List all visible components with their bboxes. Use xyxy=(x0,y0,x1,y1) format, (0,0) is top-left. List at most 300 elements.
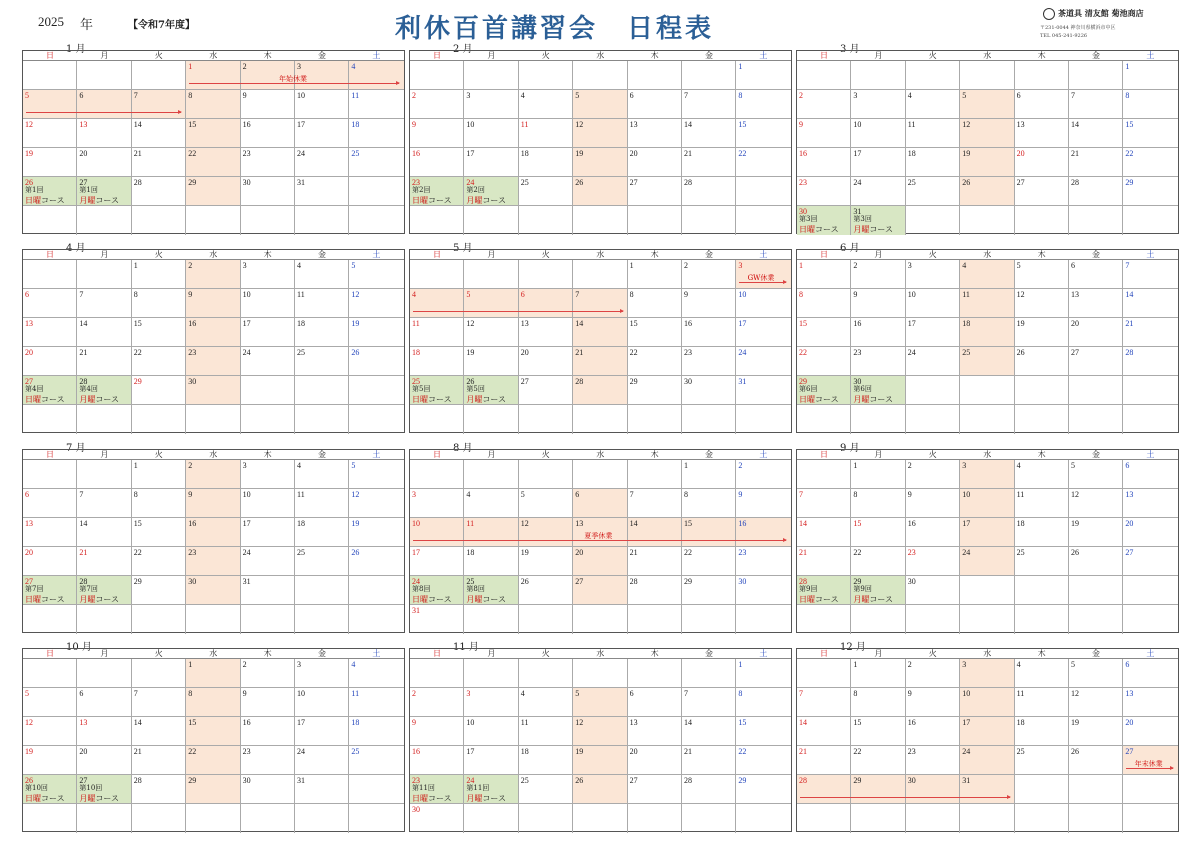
day-cell xyxy=(1015,688,1069,717)
day-cell xyxy=(628,119,682,148)
day-number: 22 xyxy=(133,348,142,357)
weekday-label: 水 xyxy=(596,51,605,60)
day-number: 20 xyxy=(1071,319,1079,328)
day-cell xyxy=(797,289,851,318)
day-cell xyxy=(797,177,851,206)
day-cell xyxy=(349,119,403,148)
day-number: 24 xyxy=(242,348,251,357)
day-cell xyxy=(851,576,905,605)
day-number: 27 xyxy=(79,178,88,187)
day-cell xyxy=(573,177,627,206)
day-cell xyxy=(1015,376,1069,405)
day-number: 11 xyxy=(412,319,420,328)
weekday-label: 水 xyxy=(209,649,218,658)
day-number: 21 xyxy=(684,149,692,158)
day-cell xyxy=(797,376,851,405)
day-cell xyxy=(1069,688,1123,717)
day-cell xyxy=(1015,318,1069,347)
course-name-first: 月曜 xyxy=(466,794,483,803)
month-label: 6 月 xyxy=(840,243,860,254)
day-cell xyxy=(573,61,627,90)
weekday-header xyxy=(23,649,404,659)
weekday-label: 月 xyxy=(487,450,496,459)
day-cell xyxy=(573,804,627,833)
day-cell xyxy=(1015,804,1069,833)
day-cell xyxy=(906,605,960,634)
day-number: 7 xyxy=(1125,261,1130,270)
day-cell xyxy=(519,605,573,634)
day-cell xyxy=(464,318,518,347)
day-cell xyxy=(1069,547,1123,576)
day-cell xyxy=(906,688,960,717)
day-cell xyxy=(960,659,1014,688)
course-name-first: 月曜 xyxy=(853,395,870,404)
day-cell xyxy=(132,148,186,177)
day-number: 5 xyxy=(466,290,471,299)
day-cell xyxy=(906,518,960,547)
weekday-label: 日 xyxy=(46,51,54,60)
day-cell xyxy=(797,460,851,489)
day-number: 9 xyxy=(242,91,247,100)
day-number: 10 xyxy=(242,290,251,299)
day-cell xyxy=(519,61,573,90)
day-cell xyxy=(295,206,349,235)
day-cell xyxy=(410,460,464,489)
day-cell xyxy=(132,405,186,434)
month-grid xyxy=(796,449,1179,633)
weekday-label: 木 xyxy=(650,450,659,459)
day-number: 27 xyxy=(25,377,33,386)
day-number: 23 xyxy=(242,149,251,158)
day-cell xyxy=(349,148,403,177)
day-number: 2 xyxy=(799,91,803,100)
day-cell xyxy=(851,717,905,746)
day-number: 22 xyxy=(853,747,862,756)
weekday-label: 水 xyxy=(209,51,218,60)
day-cell xyxy=(1069,717,1123,746)
day-number: 14 xyxy=(79,319,88,328)
day-cell xyxy=(1015,90,1069,119)
weekday-label: 火 xyxy=(541,250,550,259)
day-cell xyxy=(682,804,736,833)
day-cell xyxy=(573,148,627,177)
day-cell xyxy=(241,206,295,235)
day-cell xyxy=(906,576,960,605)
course-name xyxy=(853,225,893,234)
day-number: 12 xyxy=(351,290,360,299)
day-cell xyxy=(241,376,295,405)
day-cell xyxy=(1015,206,1069,235)
day-cell xyxy=(241,148,295,177)
day-number: 10 xyxy=(297,689,305,698)
day-cell xyxy=(132,61,186,90)
day-number: 16 xyxy=(412,149,420,158)
day-cell xyxy=(851,318,905,347)
day-number: 4 xyxy=(466,490,471,499)
month-label: 8 月 xyxy=(453,443,473,454)
day-number: 25 xyxy=(1016,548,1025,557)
weekday-label: 日 xyxy=(820,51,828,60)
day-number: 12 xyxy=(1071,689,1079,698)
day-number: 29 xyxy=(799,377,807,386)
day-cell xyxy=(906,746,960,775)
day-cell xyxy=(960,289,1014,318)
day-cell xyxy=(1123,489,1177,518)
day-cell xyxy=(464,489,518,518)
day-number: 5 xyxy=(351,261,356,270)
day-number: 27 xyxy=(1125,548,1134,557)
day-number: 23 xyxy=(799,178,807,187)
weekday-label: 金 xyxy=(1092,450,1100,459)
day-cell xyxy=(132,376,186,405)
day-cell xyxy=(1069,405,1123,434)
day-cell xyxy=(349,376,403,405)
day-cell xyxy=(960,576,1014,605)
course-name xyxy=(466,196,506,205)
day-number: 20 xyxy=(629,747,638,756)
day-cell xyxy=(1015,260,1069,289)
weekday-label: 火 xyxy=(154,51,163,60)
day-number: 20 xyxy=(25,548,33,557)
day-number: 21 xyxy=(79,348,88,357)
day-cell xyxy=(797,119,851,148)
day-number: 28 xyxy=(575,377,584,386)
weekday-label: 土 xyxy=(759,51,768,60)
day-number: 22 xyxy=(738,149,747,158)
day-number: 11 xyxy=(520,120,529,129)
day-cell xyxy=(682,90,736,119)
day-number: 24 xyxy=(466,776,475,785)
day-cell xyxy=(573,659,627,688)
day-number: 30 xyxy=(738,577,747,586)
day-cell xyxy=(241,804,295,833)
day-cell xyxy=(132,460,186,489)
day-cell xyxy=(241,260,295,289)
day-cell xyxy=(906,547,960,576)
day-cell xyxy=(132,90,186,119)
day-cell xyxy=(23,119,77,148)
weekday-label: 月 xyxy=(874,450,883,459)
day-cell xyxy=(1069,576,1123,605)
day-cell xyxy=(295,605,349,634)
day-cell xyxy=(797,605,851,634)
day-cell xyxy=(410,318,464,347)
day-number: 19 xyxy=(1071,718,1079,727)
weekday-label: 日 xyxy=(820,649,828,658)
day-cell xyxy=(1123,775,1177,804)
course-name-first: 日曜 xyxy=(412,794,428,803)
day-cell xyxy=(736,318,790,347)
day-cell xyxy=(906,177,960,206)
day-number: 11 xyxy=(907,120,916,129)
day-cell xyxy=(573,775,627,804)
day-number: 3 xyxy=(242,261,247,270)
day-cell xyxy=(77,775,131,804)
day-number: 23 xyxy=(188,548,197,557)
day-cell xyxy=(851,405,905,434)
course-name-first: 月曜 xyxy=(466,595,483,604)
day-number: 18 xyxy=(297,519,305,528)
day-cell xyxy=(186,119,240,148)
day-cell xyxy=(349,289,403,318)
day-cell xyxy=(628,804,682,833)
day-cell xyxy=(23,576,77,605)
month-grid xyxy=(409,50,792,234)
day-cell xyxy=(295,347,349,376)
day-number: 9 xyxy=(412,120,416,129)
day-cell xyxy=(1069,206,1123,235)
day-number: 2 xyxy=(684,261,688,270)
course-session: 第5回 xyxy=(466,385,485,393)
day-cell xyxy=(77,547,131,576)
day-cell xyxy=(77,376,131,405)
course-name xyxy=(799,595,839,604)
day-number: 3 xyxy=(242,461,247,470)
day-cell xyxy=(519,119,573,148)
weekday-header xyxy=(23,450,404,460)
course-name-first: 日曜 xyxy=(412,196,428,205)
weekday-header xyxy=(410,51,791,61)
day-cell xyxy=(906,659,960,688)
day-number: 15 xyxy=(629,319,638,328)
day-cell xyxy=(77,260,131,289)
day-number: 5 xyxy=(1071,461,1075,470)
day-cell xyxy=(132,547,186,576)
day-cell xyxy=(132,717,186,746)
day-number: 25 xyxy=(1016,747,1025,756)
day-cell xyxy=(410,605,464,634)
day-cell xyxy=(851,206,905,235)
weekday-label: 金 xyxy=(318,250,326,259)
day-cell xyxy=(464,376,518,405)
course-name xyxy=(412,794,452,803)
day-cell xyxy=(349,746,403,775)
month-grid xyxy=(409,249,792,433)
day-cell xyxy=(77,576,131,605)
day-number: 6 xyxy=(629,91,634,100)
day-cell xyxy=(797,804,851,833)
day-cell xyxy=(186,489,240,518)
day-cell xyxy=(797,746,851,775)
month-grid xyxy=(796,50,1179,234)
day-number: 13 xyxy=(1125,689,1134,698)
weekday-header xyxy=(797,250,1178,260)
course-name-first: 日曜 xyxy=(25,395,41,404)
day-number: 21 xyxy=(799,548,807,557)
course-name xyxy=(853,595,893,604)
course-name xyxy=(412,395,452,404)
day-cell xyxy=(960,804,1014,833)
day-cell xyxy=(410,688,464,717)
day-number: 1 xyxy=(1125,62,1130,71)
day-number: 8 xyxy=(1125,91,1130,100)
day-cell xyxy=(186,347,240,376)
day-cell xyxy=(851,90,905,119)
day-cell xyxy=(77,289,131,318)
day-cell xyxy=(851,61,905,90)
course-name xyxy=(79,196,119,205)
weekday-label: 土 xyxy=(759,649,768,658)
day-cell xyxy=(1069,61,1123,90)
day-cell xyxy=(628,347,682,376)
day-cell xyxy=(736,659,790,688)
day-number: 8 xyxy=(799,290,803,299)
day-number: 23 xyxy=(412,776,420,785)
day-cell xyxy=(519,90,573,119)
day-number: 18 xyxy=(1016,718,1025,727)
day-cell xyxy=(906,405,960,434)
weekday-label: 水 xyxy=(596,250,605,259)
day-number: 16 xyxy=(853,319,862,328)
day-cell xyxy=(797,260,851,289)
day-cell xyxy=(960,605,1014,634)
day-number: 6 xyxy=(79,689,84,698)
month-grid xyxy=(22,50,405,234)
day-number: 13 xyxy=(629,718,638,727)
day-number: 18 xyxy=(907,149,916,158)
day-cell xyxy=(23,717,77,746)
weekday-label: 水 xyxy=(983,250,992,259)
course-name-rest: コース xyxy=(41,395,65,404)
weekday-label: 土 xyxy=(372,450,381,459)
day-number: 21 xyxy=(133,747,142,756)
course-name-rest: コース xyxy=(41,794,65,803)
course-name xyxy=(25,395,65,404)
day-number: 30 xyxy=(799,207,807,216)
day-cell xyxy=(573,605,627,634)
day-number: 15 xyxy=(799,319,807,328)
day-cell xyxy=(1123,518,1177,547)
day-cell xyxy=(851,518,905,547)
day-cell xyxy=(1069,659,1123,688)
weekday-label: 金 xyxy=(318,649,326,658)
day-cell xyxy=(736,119,790,148)
course-name-rest: コース xyxy=(482,196,506,205)
day-number: 13 xyxy=(25,519,33,528)
course-name xyxy=(799,225,839,234)
day-cell xyxy=(960,376,1014,405)
day-number: 20 xyxy=(1125,519,1134,528)
course-name xyxy=(466,395,506,404)
course-name-rest: コース xyxy=(95,794,119,803)
day-cell xyxy=(519,576,573,605)
day-cell xyxy=(628,318,682,347)
day-cell xyxy=(736,688,790,717)
weekday-label: 日 xyxy=(433,51,441,60)
day-cell xyxy=(682,775,736,804)
day-number: 16 xyxy=(242,718,251,727)
day-cell xyxy=(241,775,295,804)
day-number: 1 xyxy=(799,261,803,270)
day-number: 22 xyxy=(799,348,807,357)
day-number: 17 xyxy=(466,747,475,756)
day-cell xyxy=(77,518,131,547)
course-name-first: 月曜 xyxy=(853,225,870,234)
day-number: 27 xyxy=(629,776,638,785)
day-cell xyxy=(797,659,851,688)
course-name-rest: コース xyxy=(95,395,119,404)
day-cell xyxy=(797,547,851,576)
day-cell xyxy=(960,518,1014,547)
day-cell xyxy=(23,775,77,804)
day-cell xyxy=(851,489,905,518)
day-cell xyxy=(464,289,518,318)
day-cell xyxy=(960,90,1014,119)
day-cell xyxy=(295,119,349,148)
month-grid xyxy=(796,249,1179,433)
day-cell xyxy=(1123,90,1177,119)
day-cell xyxy=(132,489,186,518)
day-number: 22 xyxy=(738,747,747,756)
day-number: 4 xyxy=(297,461,301,470)
weekday-label: 木 xyxy=(263,51,272,60)
day-cell xyxy=(295,90,349,119)
day-number: 14 xyxy=(799,718,807,727)
day-number: 7 xyxy=(575,290,580,299)
day-cell xyxy=(349,518,403,547)
day-number: 16 xyxy=(907,519,916,528)
day-number: 13 xyxy=(575,519,584,528)
day-cell xyxy=(851,605,905,634)
day-cell xyxy=(1123,717,1177,746)
day-cell xyxy=(851,347,905,376)
day-number: 27 xyxy=(1016,178,1025,187)
day-number: 29 xyxy=(684,577,692,586)
day-number: 26 xyxy=(351,348,360,357)
day-cell xyxy=(519,177,573,206)
weekday-label: 火 xyxy=(154,649,163,658)
day-number: 9 xyxy=(412,718,416,727)
day-cell xyxy=(132,746,186,775)
day-cell xyxy=(410,119,464,148)
day-cell xyxy=(960,688,1014,717)
day-number: 30 xyxy=(188,577,197,586)
day-number: 24 xyxy=(297,149,305,158)
day-number: 2 xyxy=(412,689,416,698)
shop-address: 〒231-0044 神奈川県横浜市中区 xyxy=(1040,25,1116,31)
day-number: 2 xyxy=(188,461,193,470)
day-cell xyxy=(682,318,736,347)
day-cell xyxy=(851,177,905,206)
day-cell xyxy=(573,746,627,775)
day-number: 16 xyxy=(188,519,197,528)
day-number: 8 xyxy=(684,490,688,499)
month-label: 2 月 xyxy=(453,44,473,55)
day-cell xyxy=(295,775,349,804)
weekday-label: 火 xyxy=(541,450,550,459)
month-label: 3 月 xyxy=(840,44,860,55)
day-number: 2 xyxy=(853,261,858,270)
day-number: 26 xyxy=(962,178,971,187)
day-cell xyxy=(77,347,131,376)
course-name-rest: コース xyxy=(41,196,65,205)
day-number: 17 xyxy=(962,519,971,528)
day-number: 1 xyxy=(684,461,688,470)
day-number: 20 xyxy=(1016,149,1025,158)
weekday-label: 木 xyxy=(263,649,272,658)
day-cell xyxy=(186,547,240,576)
day-cell xyxy=(682,260,736,289)
day-number: 14 xyxy=(799,519,807,528)
day-number: 11 xyxy=(351,689,360,698)
day-cell xyxy=(573,318,627,347)
day-cell xyxy=(960,547,1014,576)
day-cell xyxy=(23,518,77,547)
day-number: 6 xyxy=(520,290,525,299)
day-cell xyxy=(628,206,682,235)
course-name xyxy=(25,595,65,604)
day-cell xyxy=(464,688,518,717)
